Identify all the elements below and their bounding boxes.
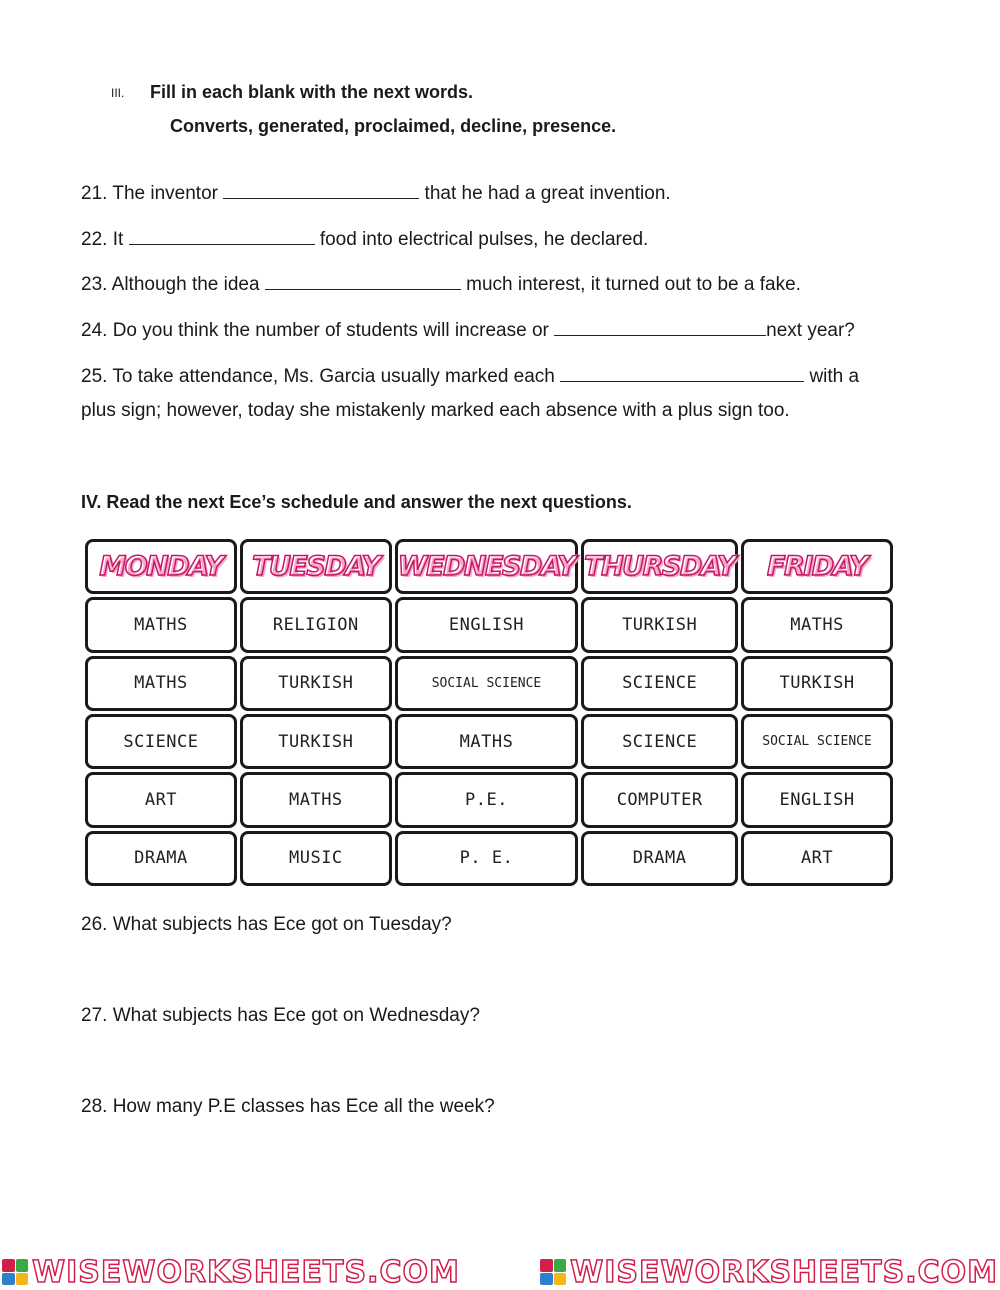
brand-logo <box>540 1255 998 1290</box>
brand-logo <box>2 1255 460 1290</box>
day-header: TUESDAY <box>240 539 392 594</box>
question-27: 27. What subjects has Ece got on Wednesday? <box>81 1005 480 1026</box>
subject-cell: SOCIAL SCIENCE <box>741 714 893 769</box>
subject-cell: TURKISH <box>581 597 738 652</box>
logo-icon <box>2 1259 28 1285</box>
logo-icon <box>540 1259 566 1285</box>
subject-cell: COMPUTER <box>581 772 738 827</box>
question-24: 24. Do you think the number of students will increase or next year? <box>81 320 855 341</box>
subject-cell: TURKISH <box>741 656 893 711</box>
subject-cell: ENGLISH <box>395 597 578 652</box>
subject-cell: SOCIAL SCIENCE <box>395 656 578 711</box>
subject-cell: P. E. <box>395 831 578 886</box>
subject-cell: SCIENCE <box>581 656 738 711</box>
question-25-continued: plus sign; however, today she mistakenly marked each absence with a plus sign too. <box>81 400 790 421</box>
subject-cell: ART <box>85 772 237 827</box>
day-header: WEDNESDAY <box>395 539 578 594</box>
answer-blank[interactable] <box>554 318 766 336</box>
subject-cell: TURKISH <box>240 656 392 711</box>
subject-cell: MATHS <box>395 714 578 769</box>
day-header: FRIDAY <box>741 539 893 594</box>
subject-cell: SCIENCE <box>581 714 738 769</box>
section-title: Fill in each blank with the next words. <box>150 82 474 102</box>
question-28: 28. How many P.E classes has Ece all the week? <box>81 1096 495 1117</box>
subject-cell: MATHS <box>240 772 392 827</box>
day-header: THURSDAY <box>581 539 738 594</box>
subject-cell: RELIGION <box>240 597 392 652</box>
subject-cell: SCIENCE <box>85 714 237 769</box>
section-title: IV. Read the next Ece’s schedule and answer the next questions. <box>81 492 632 512</box>
subject-cell: DRAMA <box>85 831 237 886</box>
brand-text[interactable]: WISEWORKSHEETS.COM <box>32 1254 460 1290</box>
answer-blank[interactable] <box>129 227 315 245</box>
brand-text[interactable]: WISEWORKSHEETS.COM <box>570 1254 998 1290</box>
subject-cell: TURKISH <box>240 714 392 769</box>
subject-cell: ART <box>741 831 893 886</box>
section-numeral: III. <box>111 86 125 100</box>
subject-cell: MUSIC <box>240 831 392 886</box>
subject-cell: MATHS <box>85 597 237 652</box>
question-25: 25. To take attendance, Ms. Garcia usually marked each with a <box>81 366 860 387</box>
question-22: 22. It food into electrical pulses, he declared. <box>81 229 649 250</box>
schedule-table <box>85 539 893 886</box>
answer-blank[interactable] <box>265 272 461 290</box>
subject-cell: MATHS <box>85 656 237 711</box>
answer-blank[interactable] <box>560 364 804 382</box>
subject-cell: ENGLISH <box>741 772 893 827</box>
footer-watermark <box>0 1255 1000 1289</box>
day-header: MONDAY <box>85 539 237 594</box>
answer-blank[interactable] <box>223 181 419 199</box>
question-23: 23. Although the idea much interest, it turned out to be a fake. <box>81 274 801 295</box>
subject-cell: P.E. <box>395 772 578 827</box>
subject-cell: MATHS <box>741 597 893 652</box>
question-21: 21. The inventor that he had a great invention. <box>81 183 671 204</box>
word-bank: Converts, generated, proclaimed, decline, presence. <box>170 116 617 136</box>
question-26: 26. What subjects has Ece got on Tuesday? <box>81 914 452 935</box>
subject-cell: DRAMA <box>581 831 738 886</box>
